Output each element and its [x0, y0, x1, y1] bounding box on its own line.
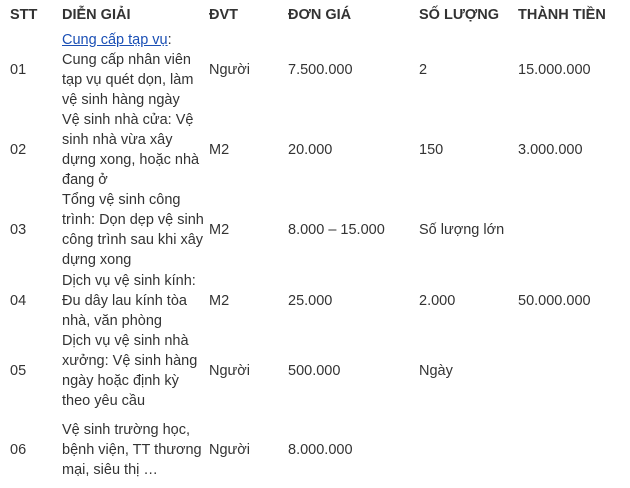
- cell-stt: 02: [10, 142, 27, 158]
- cell-stt: 06: [10, 441, 27, 458]
- cell-stt: 05: [10, 363, 27, 379]
- table-row: [0, 110, 630, 190]
- table-row: [0, 411, 630, 488]
- cell-total: [508, 190, 630, 270]
- cell-unit-price: 500.000: [288, 363, 341, 379]
- cell-description: Tổng vệ sinh công trình: Dọn dẹp vệ sinh công trình sau khi xây dựng xong: [62, 192, 204, 268]
- cell-stt: 03: [10, 222, 27, 238]
- cell-quantity: 2: [419, 62, 428, 78]
- cell-total: [508, 331, 630, 411]
- cell-total: 3.000.000: [518, 142, 583, 158]
- table-body: [0, 30, 630, 488]
- cell-stt: 01: [10, 62, 27, 78]
- cell-total: 50.000.000: [518, 292, 591, 309]
- header-unit: ĐVT: [209, 7, 238, 23]
- header-row: [0, 0, 630, 30]
- cell-unit-price: 20.000: [288, 142, 333, 158]
- table-row: [0, 270, 630, 331]
- header-total: THÀNH TIỀN: [518, 7, 606, 23]
- cell-unit: Người: [209, 441, 250, 458]
- cell-unit: Người: [209, 62, 250, 78]
- cell-total: 15.000.000: [518, 62, 591, 78]
- cell-description: Dịch vụ vệ sinh nhà xưởng: Vệ sinh hàng ngày hoặc định kỳ theo yêu cầu: [62, 333, 198, 409]
- cell-unit: Người: [209, 363, 250, 379]
- header-description: DIỄN GIẢI: [62, 7, 131, 23]
- cell-quantity: Ngày: [419, 363, 453, 379]
- cell-description: [52, 30, 209, 110]
- cell-stt: 04: [10, 292, 27, 309]
- service-link[interactable]: Cung cấp tạp vụ: [62, 32, 168, 48]
- cell-quantity: [409, 411, 508, 488]
- cell-unit-price: 8.000.000: [288, 441, 353, 458]
- header-quantity: SỐ LƯỢNG: [419, 7, 499, 23]
- cell-unit: M2: [209, 292, 230, 309]
- table-row: [0, 331, 630, 411]
- cell-quantity: Số lượng lớn: [419, 222, 505, 238]
- table-row: [0, 190, 630, 270]
- cell-description: Dịch vụ vệ sinh kính: Đu dây lau kính tòa nhà, văn phòng: [62, 272, 196, 329]
- cell-quantity: 150: [419, 142, 444, 158]
- cell-unit: M2: [209, 142, 230, 158]
- cell-description-text: : Cung cấp nhân viên tạp vụ quét dọn, làm vệ sinh hàng ngày: [62, 32, 194, 108]
- cell-unit-price: 7.500.000: [288, 62, 353, 78]
- header-stt: STT: [10, 7, 38, 23]
- table-header: [0, 0, 630, 30]
- cell-unit-price: 8.000 – 15.000: [288, 222, 385, 238]
- cell-description: Vệ sinh nhà cửa: Vệ sinh nhà vừa xây dựng xong, hoặc nhà đang ở: [62, 112, 200, 188]
- table-row: [0, 30, 630, 110]
- header-unit-price: ĐƠN GIÁ: [288, 7, 352, 23]
- cell-quantity: 2.000: [419, 292, 456, 309]
- cell-description: Vệ sinh trường học, bệnh viện, TT thương mại, siêu thị …: [62, 421, 202, 478]
- cell-unit-price: 25.000: [288, 292, 333, 309]
- cell-unit: M2: [209, 222, 230, 238]
- cell-total: [508, 411, 630, 488]
